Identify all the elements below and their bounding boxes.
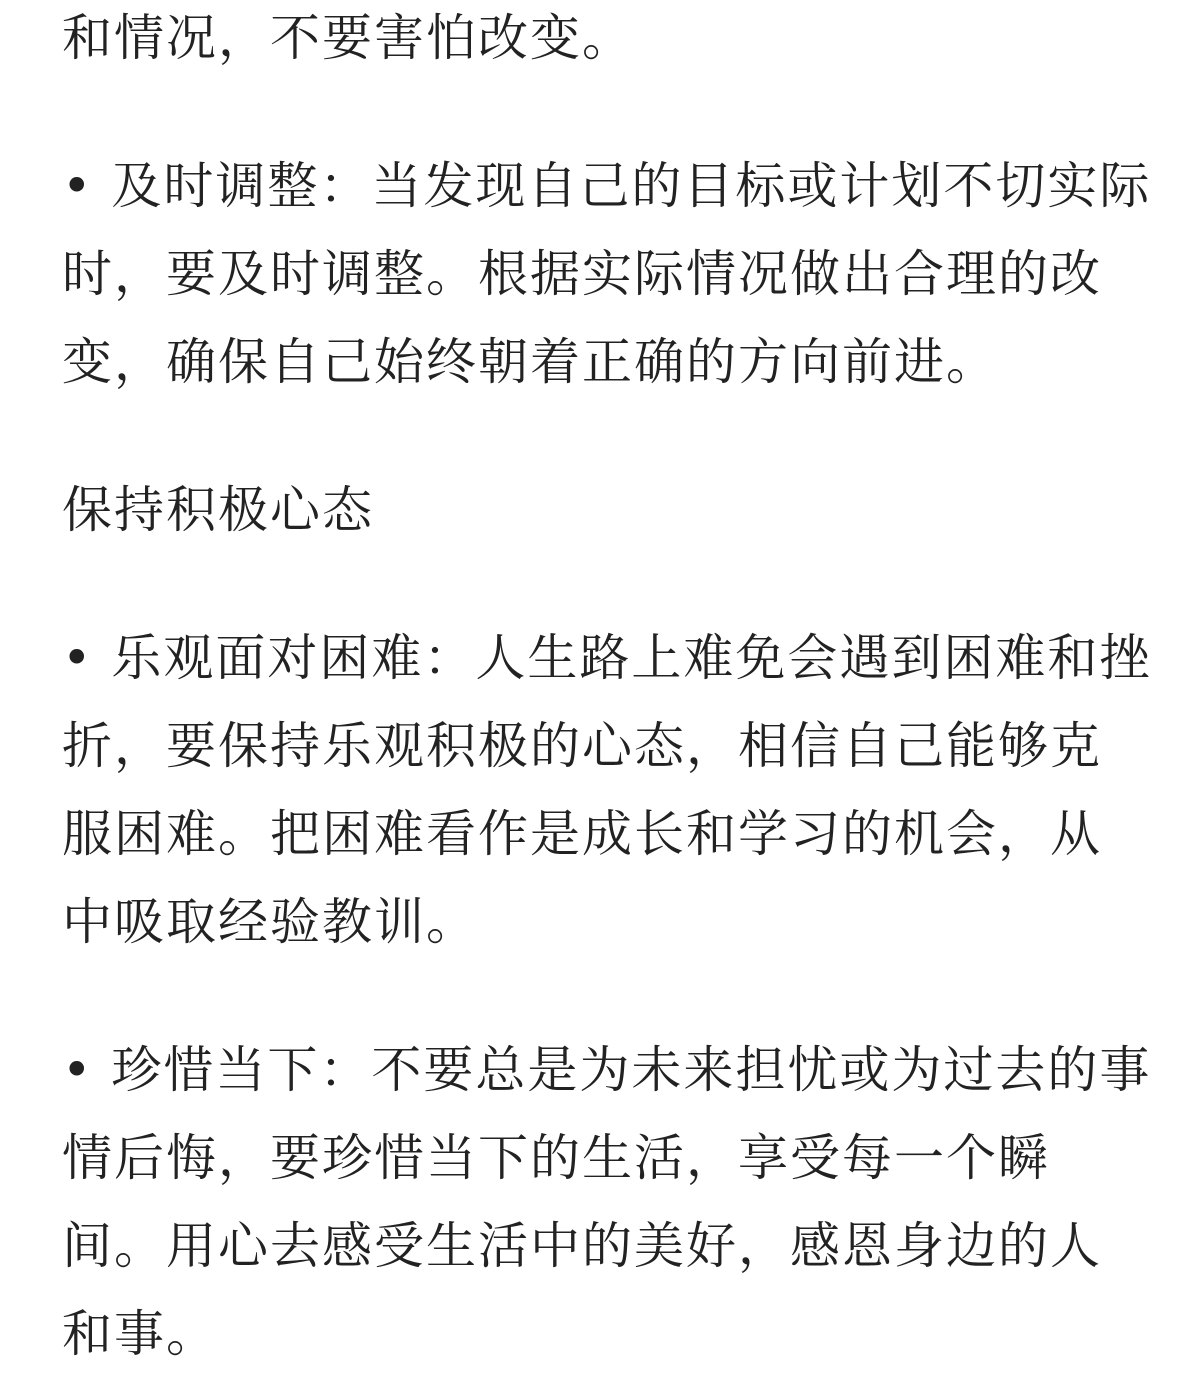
section-heading: 保持积极心态 xyxy=(62,481,374,539)
paragraph-gap xyxy=(62,406,1122,466)
text-line: 间。用心去感受生活中的美好，感恩身边的人 xyxy=(62,1217,1102,1275)
bullet-line: • 乐观面对困难：人生路上难免会遇到困难和挫 xyxy=(62,629,1152,687)
bullet-line: • 及时调整：当发现自己的目标或计划不切实际 xyxy=(62,157,1152,215)
text-line: 服困难。把困难看作是成长和学习的机会，从 xyxy=(62,805,1102,863)
paragraph-face-difficulties xyxy=(62,614,1152,966)
text-line: 和事。 xyxy=(62,1305,218,1363)
text-line: 情后悔，要珍惜当下的生活，享受每一个瞬 xyxy=(62,1129,1050,1187)
text-line: 变，确保自己始终朝着正确的方向前进。 xyxy=(62,333,998,391)
text-line: 和情况，不要害怕改变。 xyxy=(62,9,634,67)
paragraph-gap xyxy=(62,966,1122,1026)
paragraph-gap xyxy=(62,82,1122,142)
text-line: 时，要及时调整。根据实际情况做出合理的改 xyxy=(62,245,1102,303)
paragraph-adjust-in-time xyxy=(62,142,1152,406)
article-body xyxy=(62,0,1152,1378)
text-line: 中吸取经验教训。 xyxy=(62,893,478,951)
paragraph-change-tail xyxy=(62,0,1122,82)
text-line: 折，要保持乐观积极的心态，相信自己能够克 xyxy=(62,717,1102,775)
paragraph-cherish-present xyxy=(62,1026,1152,1378)
paragraph-gap xyxy=(62,554,1122,614)
bullet-line: • 珍惜当下：不要总是为未来担忧或为过去的事 xyxy=(62,1041,1152,1099)
